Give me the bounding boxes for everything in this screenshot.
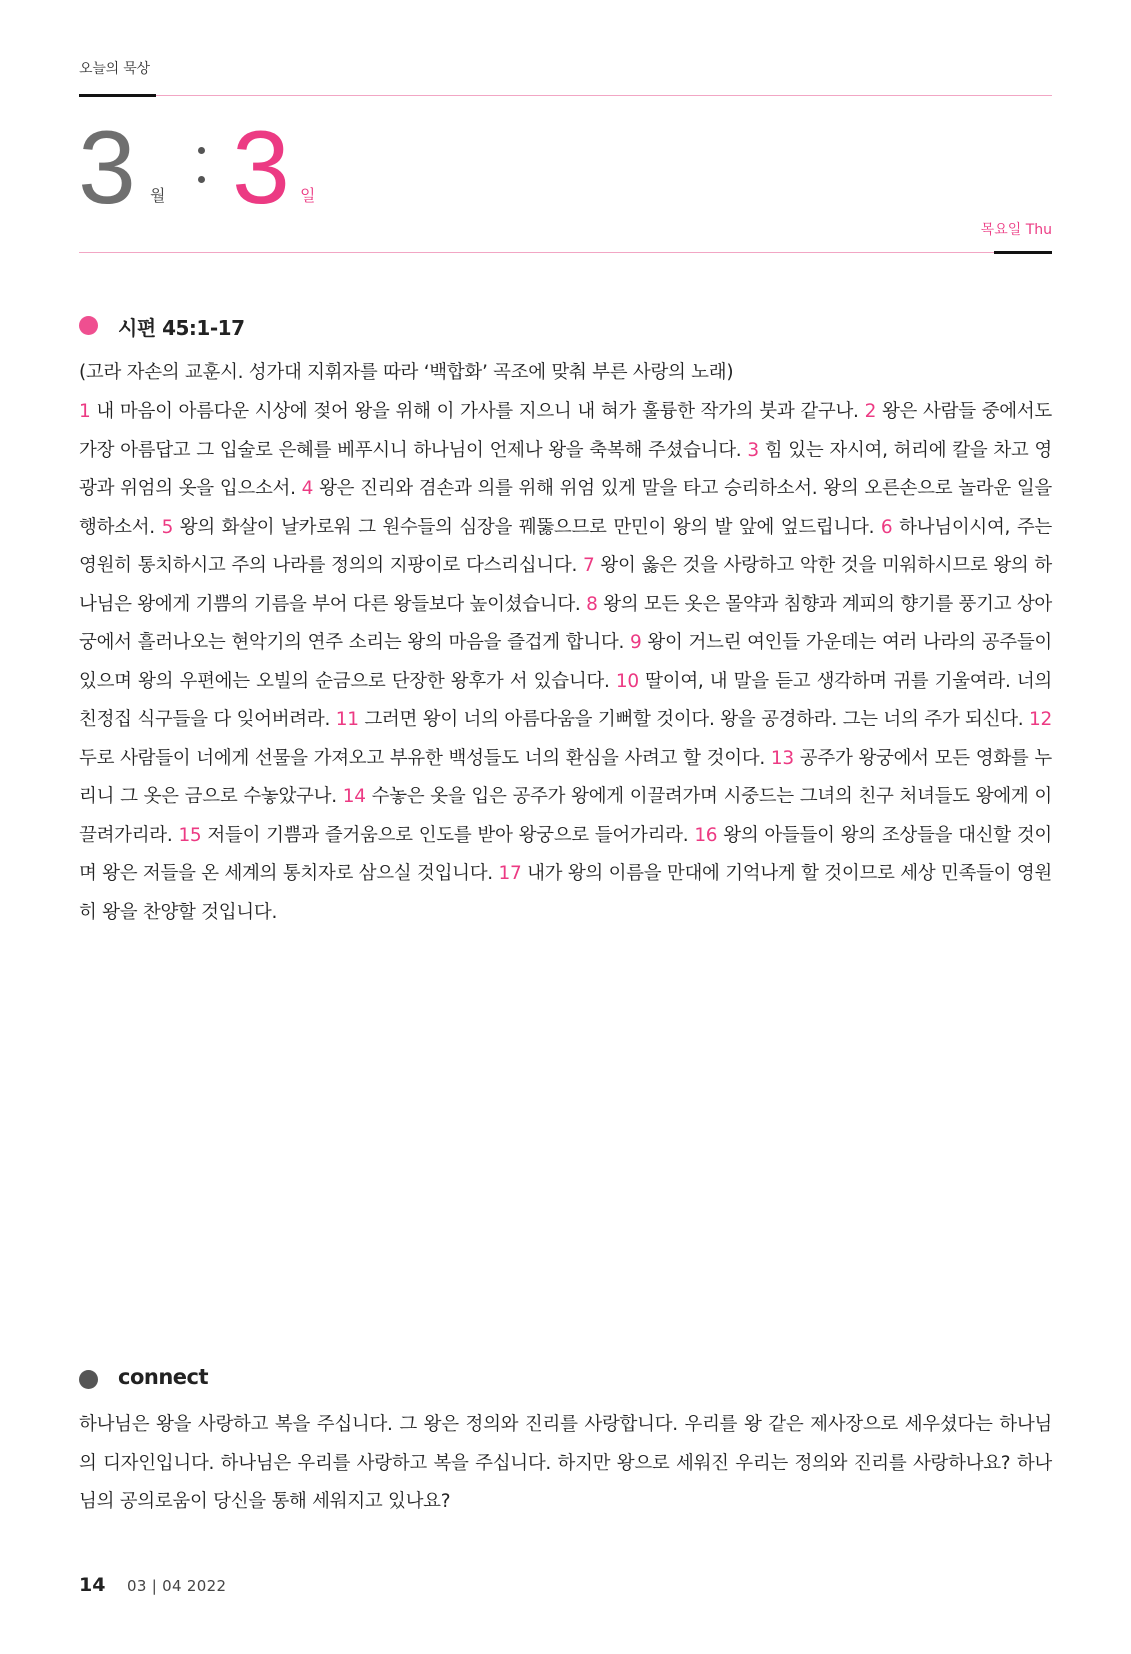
- verse-text: 왕이 옳은 것을 사랑하고 악한 것을 미워하시므로 왕의 하나님은 왕에게 기쁨의 기름을 부어 다른 왕들보다 높이셨습니다.: [79, 555, 1052, 615]
- page-number: 14: [79, 1574, 106, 1596]
- verse-number: 1: [79, 401, 91, 422]
- day-unit: 일: [300, 186, 316, 205]
- verse-number: 3: [747, 439, 759, 461]
- verse-number: 13: [770, 747, 794, 769]
- verse-number: 7: [582, 555, 595, 576]
- verse-text: 힘 있는 자시여, 허리에 칼을 차고 영광과 위엄의 옷을 입으소서.: [79, 439, 1052, 499]
- verse-number: 12: [1029, 709, 1052, 730]
- date-rule-pink: [79, 252, 994, 253]
- verse-text: 저들이 기쁨과 즐거움으로 인도를 받아 왕궁으로 들어가리라.: [207, 824, 689, 846]
- month-number: 3: [78, 110, 134, 226]
- section-label: 오늘의 묵상: [79, 61, 150, 77]
- separator-dot-upper: [198, 147, 205, 154]
- psalm-superscription: (고라 자손의 교훈시. 성가대 지휘자를 따라 ‘백합화’ 곡조에 맞춰 부른 사랑의 노래): [79, 362, 734, 383]
- verse-number: 15: [178, 824, 202, 846]
- header-rule-dark: [79, 94, 156, 97]
- day-number: 3: [232, 110, 288, 226]
- verse-number: 5: [161, 516, 174, 538]
- verse-number: 4: [301, 478, 314, 499]
- verse-number: 11: [335, 709, 359, 730]
- verse-text: 왕의 아들들이 왕의 조상들을 대신할 것이며 왕은 저들을 온 세계의 통치자로 삼으실 것입니다.: [79, 824, 1052, 884]
- connect-bullet-icon: [79, 1370, 98, 1389]
- scripture-reference: 시편 45:1-17: [118, 316, 245, 340]
- verse-text: 왕이 거느린 여인들 가운데는 여러 나라의 공주들이 있으며 왕의 우편에는 오빌의 순금으로 단장한 왕후가 서 있습니다.: [79, 632, 1052, 692]
- verse-text: 딸이여, 내 말을 듣고 생각하며 귀를 기울여라. 너의 친정집 식구들을 다 잊어버려라.: [79, 670, 1052, 730]
- verse-number: 10: [615, 670, 639, 692]
- connect-text: 하나님은 왕을 사랑하고 복을 주십니다. 그 왕은 정의와 진리를 사랑합니다. 우리를 왕 같은 제사장으로 세우셨다는 하나님의 디자인입니다. 하나님은 우리를 사랑하고 복을 주십니다. 하지만 왕으로 세워진 우리는 정의와 진리를 사랑하나요? 하나님의 공의로움이 당신을 통해 세워지고 있나요?: [79, 1414, 1052, 1512]
- verse-number: 17: [498, 863, 522, 884]
- verse-text: 수놓은 옷을 입은 공주가 왕에게 이끌려가며 시중드는 그녀의 친구 처녀들도 왕에게 이끌려가리라.: [79, 786, 1052, 846]
- header-rule-pink: [156, 95, 1052, 96]
- verse-text: 왕은 사람들 중에서도 가장 아름답고 그 입술로 은혜를 베푸시니 하나님이 언제나 왕을 축복해 주셨습니다.: [79, 401, 1052, 461]
- verse-text: 왕은 진리와 겸손과 의를 위해 위엄 있게 말을 타고 승리하소서. 왕의 오른손으로 놀라운 일을 행하소서.: [79, 478, 1052, 538]
- date-rule-dark: [994, 251, 1052, 254]
- verse-text: 왕의 모든 옷은 몰약과 침향과 계피의 향기를 풍기고 상아궁에서 흘러나오는 현악기의 연주 소리는 왕의 마음을 즐겁게 합니다.: [79, 593, 1052, 653]
- reading-bullet-icon: [79, 316, 98, 335]
- verse-text: 하나님이시여, 주는 영원히 통치하시고 주의 나라를 정의의 지팡이로 다스리십니다.: [79, 516, 1052, 576]
- verse-number: 8: [586, 593, 598, 615]
- connect-heading: connect: [118, 1365, 209, 1389]
- verse-text: 두로 사람들이 너에게 선물을 가져오고 부유한 백성들도 너의 환심을 사려고 할 것이다.: [79, 747, 765, 769]
- issue-date: 03 | 04 2022: [127, 1577, 227, 1595]
- verse-text: 내가 왕의 이름을 만대에 기억나게 할 것이므로 세상 민족들이 영원히 왕을 찬양할 것입니다.: [79, 863, 1052, 923]
- verse-number: 2: [864, 401, 877, 422]
- verse-text: 그러면 왕이 너의 아름다움을 기뻐할 것이다. 왕을 공경하라. 그는 너의 주가 되신다.: [364, 709, 1024, 730]
- verse-number: 14: [342, 786, 366, 807]
- verse-number: 6: [880, 516, 893, 538]
- verse-text: 공주가 왕궁에서 모든 영화를 누리니 그 옷은 금으로 수놓았구나.: [79, 747, 1052, 807]
- verse-number: 9: [629, 632, 642, 653]
- month-unit: 월: [150, 186, 166, 205]
- verse-text: 내 마음이 아름다운 시상에 젖어 왕을 위해 이 가사를 지으니 내 혀가 훌륭한 작가의 붓과 같구나.: [96, 401, 859, 422]
- weekday-label: 목요일 Thu: [980, 222, 1052, 238]
- scripture-text: [79, 393, 1052, 932]
- verse-text: 왕의 화살이 날카로워 그 원수들의 심장을 꿰뚫으므로 만민이 왕의 발 앞에 엎드립니다.: [179, 516, 875, 538]
- separator-dot-lower: [198, 176, 205, 183]
- verse-number: 16: [694, 824, 718, 846]
